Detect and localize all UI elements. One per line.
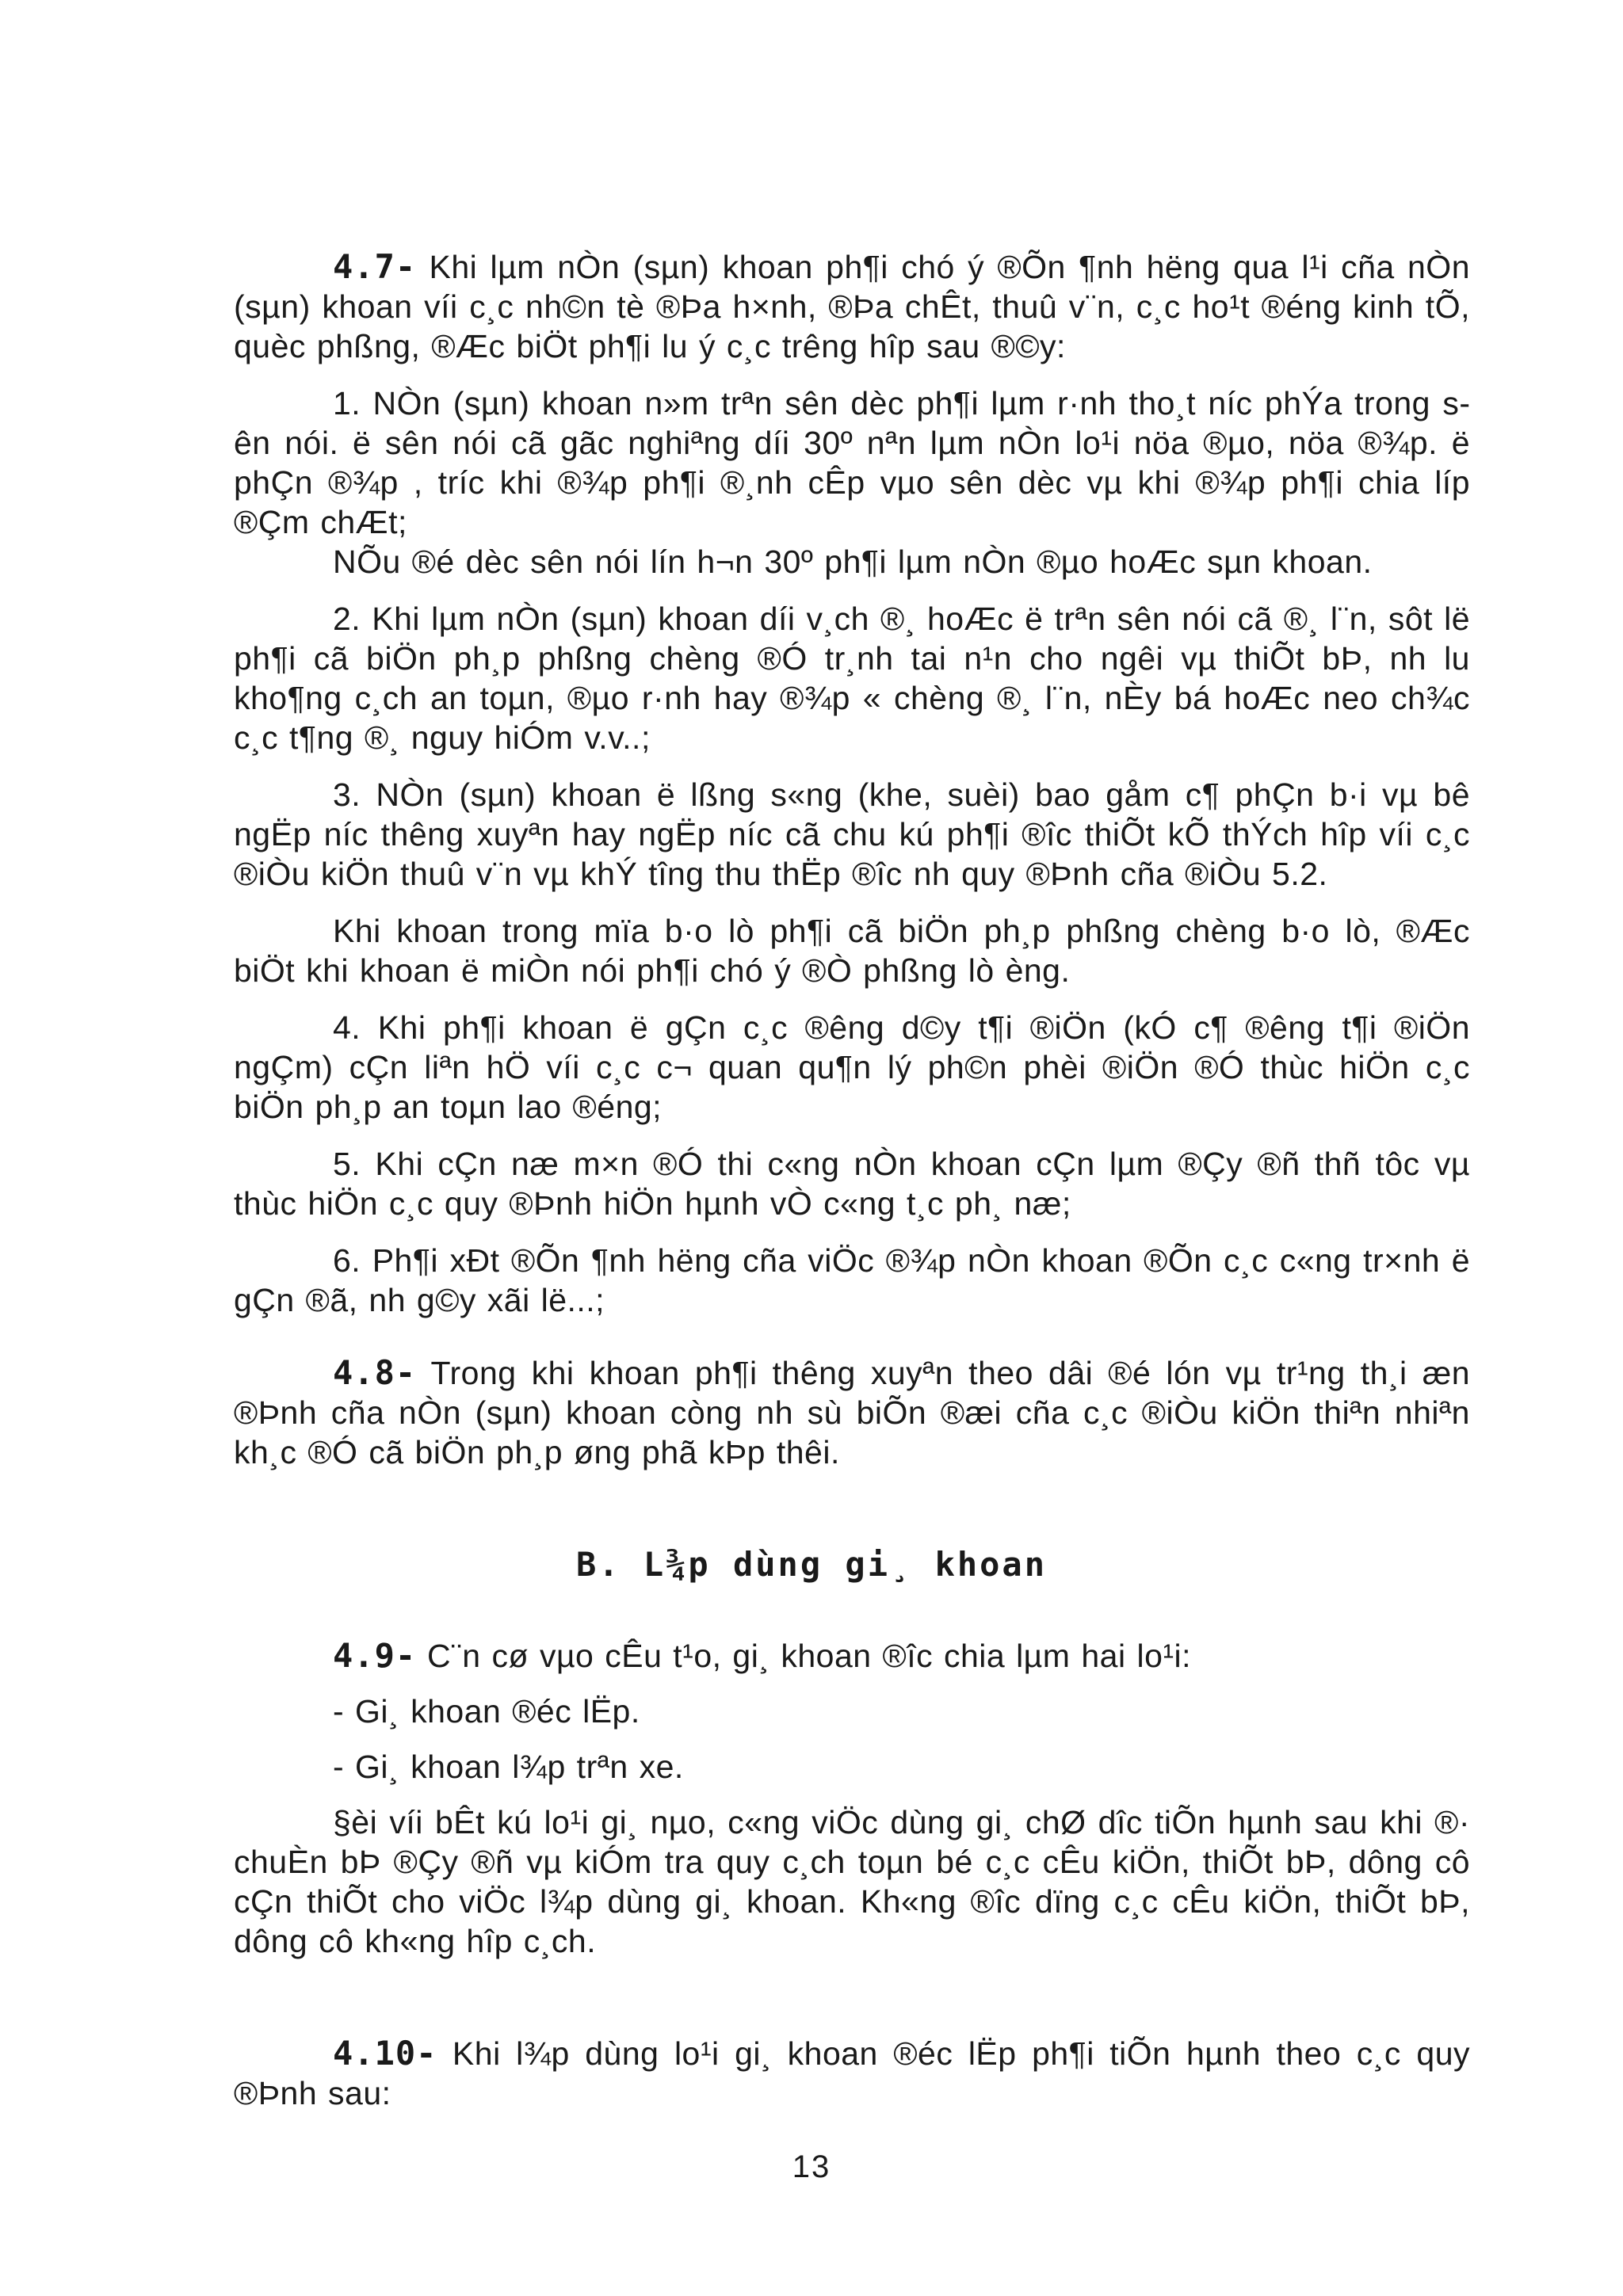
section-number: 4.8- — [333, 1353, 417, 1392]
paragraph — [234, 1636, 1470, 1676]
list-item: 3. NÒn (sµn) khoan ë lßng s«ng (khe, suèi) bao gåm c¶ phÇn b·i vµ bê ngËp níc thêng xuyªn hay ngËp níc cã chu kú ph¶i ®îc thiÕt kÕ thÝch hîp víi c¸c ®iÒu kiÖn thuû v¨n vµ khÝ tîng thu thËp ®îc nh quy ®Þnh cña ®iÒu 5.2. — [234, 776, 1470, 892]
paragraph — [234, 2034, 1470, 2113]
paragraph-text: Khi lµm nÒn (sµn) khoan ph¶i chó ý ®Õn ¶nh hëng qua l¹i cña nÒn (sµn) khoan víi c¸c nh©n tè ®Þa h×nh, ®Þa chÊt, thuû v¨n, c¸c ho¹t ®éng kinh tÕ, quèc phßng, ®Æc biÖt ph¶i lu ý c¸c trêng hîp sau ®©y: — [234, 249, 1470, 364]
section-4-9 — [234, 1636, 1470, 1961]
paragraph-text: Khi l¾p dùng lo¹i gi¸ khoan ®éc lËp ph¶i tiÕn hµnh theo c¸c quy ®Þnh sau: — [234, 2035, 1470, 2111]
list-item: 4. Khi ph¶i khoan ë gÇn c¸c ®êng d©y t¶i ®iÖn (kÓ c¶ ®êng t¶i ®iÖn ngÇm) cÇn liªn hÖ víi c¸c c¬ quan qu¶n lý ph©n phèi ®iÖn ®Ó thùc hiÖn c¸c biÖn ph¸p an toµn lao ®éng; — [234, 1009, 1470, 1125]
list-item: - Gi¸ khoan ®éc lËp. — [333, 1693, 640, 1730]
list-item: 6. Ph¶i xÐt ®Õn ¶nh hëng cña viÖc ®¾p nÒn khoan ®Õn c¸c c«ng tr×nh ë gÇn ®ã, nh g©y xãi lë...; — [234, 1242, 1470, 1318]
paragraph-text: C¨n cø vµo cÊu t¹o, gi¸ khoan ®îc chia lµm hai lo¹i: — [416, 1638, 1192, 1674]
section-number: 4.10- — [333, 2034, 437, 2073]
paragraph — [234, 247, 1470, 366]
list-item: 1. NÒn (sµn) khoan n»m trªn sên dèc ph¶i lµm r·nh tho¸t níc phÝa trong sên nói. ë sên nói cã gãc nghiªng díi 30º nªn lµm nÒn lo¹i nöa ®µo, nöa ®¾p. ë phÇn ®¾p , tríc khi ®¾p ph¶i ®¸nh cÊp vµo sên dèc vµ khi ®¾p ph¶i chia líp ®Çm chÆt; — [234, 385, 1470, 540]
list-item: Khi khoan trong mïa b·o lò ph¶i cã biÖn ph¸p phßng chèng b·o lò, ®Æc biÖt khi khoan ë miÒn nói ph¶i chó ý ®Ò phßng lò èng. — [234, 913, 1470, 989]
list-item: - Gi¸ khoan l¾p trªn xe. — [333, 1749, 684, 1785]
list-item: 2. Khi lµm nÒn (sµn) khoan díi v¸ch ®¸ hoÆc ë trªn sên nói cã ®¸ l¨n, sôt lë ph¶i cã biÖn ph¸p phßng chèng ®Ó tr¸nh tai n¹n cho ngêi vµ thiÕt bÞ, nh lu kho¶ng c¸ch an toµn, ®µo r·nh hay ®¾p « chèng ®¸ l¨n, nÈy bá hoÆc neo ch¾c c¸c t¶ng ®¸ nguy hiÓm v.v..; — [234, 601, 1470, 756]
section-number: 4.7- — [333, 247, 417, 286]
section-4-10 — [234, 2034, 1470, 2113]
section-4-7 — [234, 247, 1470, 1320]
section-number: 4.9- — [333, 1636, 417, 1675]
paragraph-text: Trong khi khoan ph¶i thêng xuyªn theo dâi ®é lón vµ tr¹ng th¸i æn ®Þnh cña nÒn (sµn) khoan còng nh sù biÕn ®æi cña c¸c ®iÒu kiÖn thiªn nhiªn kh¸c ®Ó cã biÖn ph¸p øng phã kÞp thêi. — [234, 1355, 1470, 1470]
paragraph — [234, 1353, 1470, 1472]
list-item: NÕu ®é dèc sên nói lín h¬n 30º ph¶i lµm nÒn ®µo hoÆc sµn khoan. — [333, 543, 1373, 580]
list-item: 5. Khi cÇn næ m×n ®Ó thi c«ng nÒn khoan cÇn lµm ®Çy ®ñ thñ tôc vµ thùc hiÖn c¸c quy ®Þnh hiÖn hµnh vÒ c«ng t¸c ph¸ næ; — [234, 1146, 1470, 1222]
paragraph: §èi víi bÊt kú lo¹i gi¸ nµo, c«ng viÖc dùng gi¸ chØ dîc tiÕn hµnh sau khi ®· chuÈn bÞ ®Çy ®ñ vµ kiÓm tra quy c¸ch toµn bé c¸c cÊu kiÖn, thiÕt bÞ, dông cô cÇn thiÕt cho viÖc l¾p dùng gi¸ khoan. Kh«ng ®îc dïng c¸c cÊu kiÖn, thiÕt bÞ, dông cô kh«ng hîp c¸ch. — [234, 1804, 1470, 1959]
page-number: 13 — [792, 2149, 831, 2184]
section-4-8 — [234, 1353, 1470, 1472]
section-heading: B. L¾p dùng gi¸ khoan — [575, 1545, 1047, 1584]
